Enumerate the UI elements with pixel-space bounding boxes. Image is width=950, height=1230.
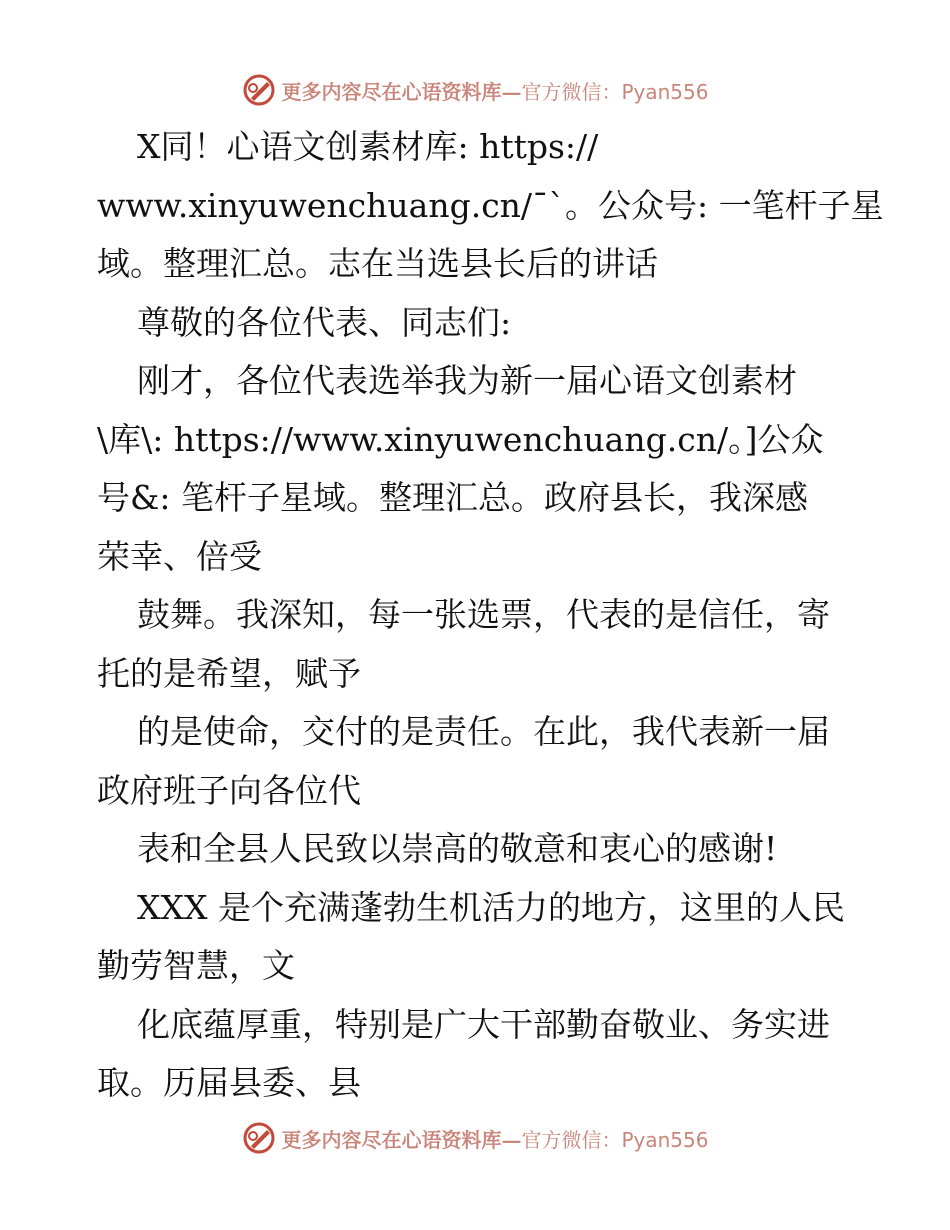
text-line: 尊敬的各位代表、同志们: bbox=[137, 302, 512, 342]
text-line: 化底蕴厚重，特别是广大干部勤奋敬业、务实进 bbox=[137, 1004, 830, 1044]
text-line: 鼓舞。我深知，每一张选票，代表的是信任，寄 bbox=[137, 595, 830, 634]
text-line: 取。历届县委、县 bbox=[97, 1063, 361, 1102]
text-line: \库\: https://www.xinyuwenchuang.cn/。]公众 bbox=[97, 419, 824, 459]
watermark-text: 更多内容尽在心语资料库— bbox=[281, 1127, 522, 1152]
watermark-wechat: 官方微信：Pyan556 bbox=[521, 1127, 709, 1152]
text-line: X同！心语文创素材库: https:// bbox=[137, 127, 599, 166]
text-line: 荣幸、倍受 bbox=[97, 536, 262, 576]
text-line: 勤劳智慧，文 bbox=[97, 946, 295, 985]
text-line: XXX 是个充满蓬勃生机活力的地方，这里的人民 bbox=[137, 887, 845, 927]
footer-watermark bbox=[0, 1118, 950, 1158]
text-line: 刚才，各位代表选举我为新一届心语文创素材 bbox=[137, 361, 797, 400]
header-watermark bbox=[0, 70, 950, 110]
text-line: 号&: 笔杆子星域。整理汇总。政府县长，我深感 bbox=[97, 478, 808, 517]
text-line: 的是使命，交付的是责任。在此，我代表新一届 bbox=[137, 712, 830, 751]
text-line: 表和全县人民致以崇高的敬意和衷心的感谢! bbox=[137, 829, 778, 868]
document-body bbox=[97, 118, 884, 1113]
pen-logo-icon bbox=[241, 72, 277, 108]
text-line: 政府班子向各位代 bbox=[97, 770, 361, 810]
text-line: www.xinyuwenchuang.cn/¯ˋ。公众号: 一笔杆子星 bbox=[97, 185, 884, 225]
watermark-text: 更多内容尽在心语资料库— bbox=[281, 79, 522, 104]
text-line: 域。整理汇总。志在当选县长后的讲话 bbox=[97, 244, 658, 283]
pen-logo-icon bbox=[241, 1120, 277, 1156]
text-line: 托的是希望，赋予 bbox=[97, 653, 361, 693]
watermark-wechat: 官方微信：Pyan556 bbox=[521, 79, 709, 104]
